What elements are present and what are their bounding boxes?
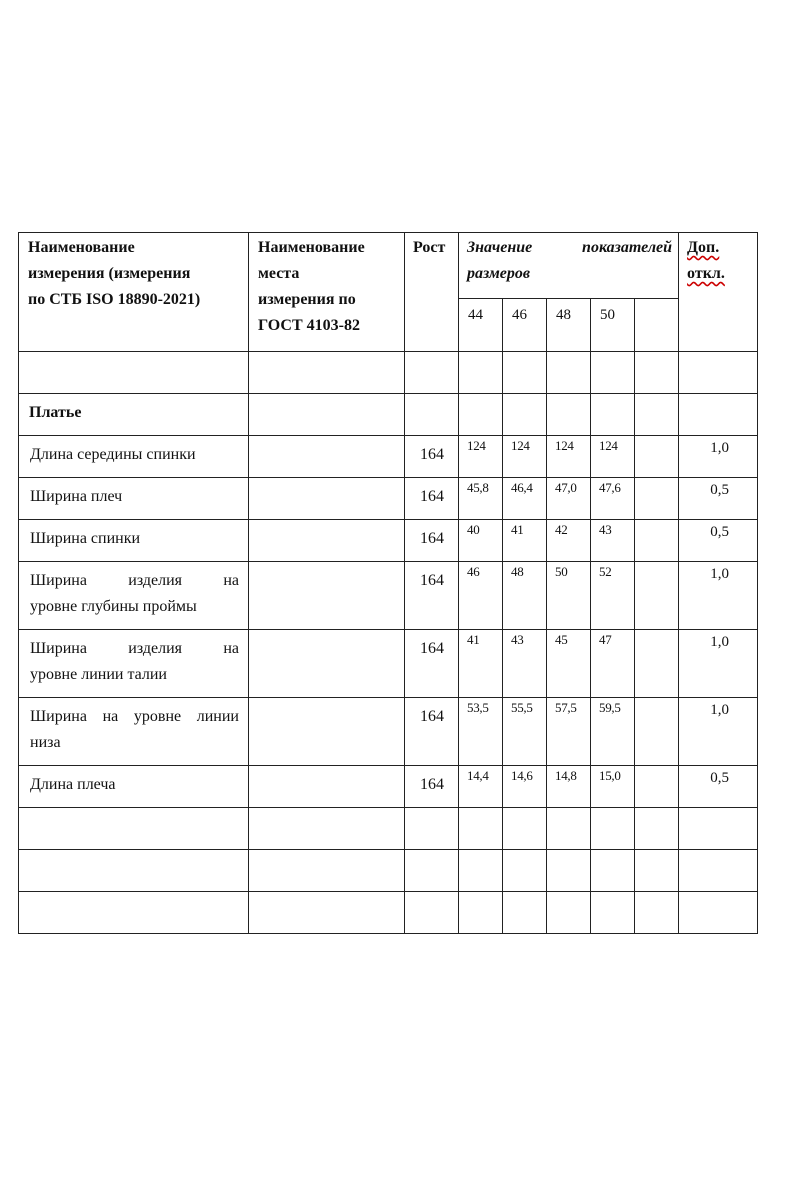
size-value bbox=[635, 766, 679, 808]
measurement-place bbox=[249, 698, 405, 766]
size-value: 59,5 bbox=[591, 698, 635, 766]
size-value: 42 bbox=[547, 520, 591, 562]
size-value: 47,0 bbox=[547, 478, 591, 520]
size-value: 52 bbox=[591, 562, 635, 630]
size-value bbox=[635, 630, 679, 698]
tolerance-value: 0,5 bbox=[679, 766, 758, 808]
empty-row bbox=[19, 850, 758, 892]
measurement-place bbox=[249, 478, 405, 520]
size-44: 44 bbox=[459, 299, 503, 352]
size-value: 46 bbox=[459, 562, 503, 630]
measurement-place bbox=[249, 630, 405, 698]
height-value: 164 bbox=[405, 562, 459, 630]
measurement-name: Длина середины спинки bbox=[19, 436, 249, 478]
measurement-name: Длина плеча bbox=[19, 766, 249, 808]
measurement-name: Ширина на уровне линии низа bbox=[19, 698, 249, 766]
size-value bbox=[635, 698, 679, 766]
measurement-table bbox=[18, 232, 758, 934]
size-value: 14,6 bbox=[503, 766, 547, 808]
size-value: 41 bbox=[503, 520, 547, 562]
table-row bbox=[19, 630, 758, 698]
size-extra bbox=[635, 299, 679, 352]
height-value: 164 bbox=[405, 436, 459, 478]
header-place-name: Наименование места измерения по ГОСТ 4103-82 bbox=[249, 233, 405, 352]
measurement-place bbox=[249, 436, 405, 478]
height-value: 164 bbox=[405, 520, 459, 562]
size-value: 46,4 bbox=[503, 478, 547, 520]
size-value: 48 bbox=[503, 562, 547, 630]
header-size-values: Значение показателей размеров bbox=[459, 233, 679, 299]
size-value bbox=[635, 436, 679, 478]
tolerance-value: 1,0 bbox=[679, 698, 758, 766]
size-value: 124 bbox=[459, 436, 503, 478]
header-place-line3: измерения по bbox=[258, 291, 356, 308]
header-tolerance: Доп. откл. bbox=[679, 233, 758, 352]
size-value bbox=[635, 562, 679, 630]
size-value: 55,5 bbox=[503, 698, 547, 766]
size-value: 53,5 bbox=[459, 698, 503, 766]
tolerance-value: 1,0 bbox=[679, 562, 758, 630]
size-value: 124 bbox=[503, 436, 547, 478]
height-value: 164 bbox=[405, 630, 459, 698]
tolerance-value: 1,0 bbox=[679, 630, 758, 698]
size-46: 46 bbox=[503, 299, 547, 352]
measurement-name: Ширина плеч bbox=[19, 478, 249, 520]
size-value: 57,5 bbox=[547, 698, 591, 766]
section-row bbox=[19, 394, 758, 436]
measurement-name: Ширина изделия на уровне линии талии bbox=[19, 630, 249, 698]
size-value: 15,0 bbox=[591, 766, 635, 808]
size-value bbox=[635, 478, 679, 520]
size-value: 124 bbox=[547, 436, 591, 478]
measurement-place bbox=[249, 766, 405, 808]
size-value: 47 bbox=[591, 630, 635, 698]
size-value: 47,6 bbox=[591, 478, 635, 520]
size-50: 50 bbox=[591, 299, 635, 352]
measurement-place bbox=[249, 520, 405, 562]
tolerance-value: 0,5 bbox=[679, 520, 758, 562]
tolerance-value: 1,0 bbox=[679, 436, 758, 478]
size-value: 43 bbox=[591, 520, 635, 562]
section-title: Платье bbox=[19, 394, 249, 436]
empty-row bbox=[19, 892, 758, 934]
size-value: 43 bbox=[503, 630, 547, 698]
size-value: 45,8 bbox=[459, 478, 503, 520]
size-value bbox=[635, 520, 679, 562]
measurement-name: Ширина спинки bbox=[19, 520, 249, 562]
size-value: 14,4 bbox=[459, 766, 503, 808]
table-row bbox=[19, 436, 758, 478]
size-value: 45 bbox=[547, 630, 591, 698]
table-row bbox=[19, 562, 758, 630]
size-value: 50 bbox=[547, 562, 591, 630]
size-48: 48 bbox=[547, 299, 591, 352]
data-rows bbox=[19, 436, 758, 808]
size-value: 124 bbox=[591, 436, 635, 478]
empty-row bbox=[19, 352, 758, 394]
table-row bbox=[19, 698, 758, 766]
height-value: 164 bbox=[405, 698, 459, 766]
table-row bbox=[19, 478, 758, 520]
table-row bbox=[19, 520, 758, 562]
header-measurement-name: Наименование измерения (измерения по СТБ ISO 18890-2021) bbox=[19, 233, 249, 352]
height-value: 164 bbox=[405, 766, 459, 808]
measurement-place bbox=[249, 562, 405, 630]
height-value: 164 bbox=[405, 478, 459, 520]
empty-row bbox=[19, 808, 758, 850]
tolerance-value: 0,5 bbox=[679, 478, 758, 520]
header-height: Рост bbox=[405, 233, 459, 352]
header-row bbox=[19, 233, 758, 299]
size-value: 40 bbox=[459, 520, 503, 562]
table-row bbox=[19, 766, 758, 808]
size-value: 14,8 bbox=[547, 766, 591, 808]
measurement-name: Ширина изделия на уровне глубины проймы bbox=[19, 562, 249, 630]
size-value: 41 bbox=[459, 630, 503, 698]
